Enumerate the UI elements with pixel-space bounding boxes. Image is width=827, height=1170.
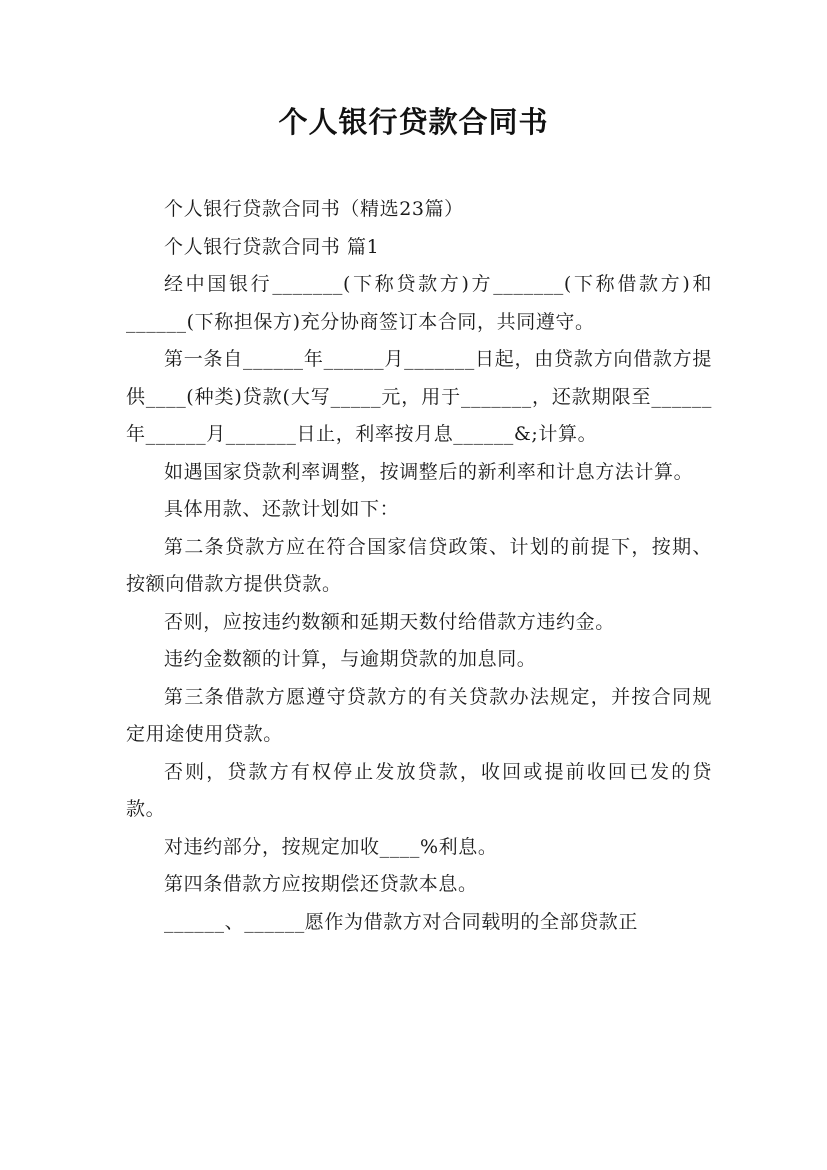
paragraph-subtitle: 个人银行贷款合同书（精选23篇） [164,198,464,220]
paragraph: 如遇国家贷款利率调整，按调整后的新利率和计息方法计算。 [164,460,694,483]
paragraph: 否则，贷款方有权停止发放贷款，收回或提前收回已发的贷款。 [126,760,712,820]
paragraph: 违约金数额的计算，与逾期贷款的加息同。 [164,648,537,670]
paragraph-section-heading: 个人银行贷款合同书 篇1 [164,235,380,258]
document-title: 个人银行贷款合同书 [278,105,549,139]
paragraph-article-2: 第二条贷款方应在符合国家信贷政策、计划的前提下，按期、按额向借款方提供贷款。 [126,535,712,595]
paragraph: ______、______愿作为借款方对合同载明的全部贷款正 [164,910,639,933]
paragraph-article-4: 第四条借款方应按期偿还贷款本息。 [164,873,478,895]
paragraph: 具体用款、还款计划如下： [164,498,400,520]
paragraph: 经中国银行_______(下称贷款方)方_______(下称借款方)和______(下称担保方)充分协商签订本合同，共同遵守。 [126,273,712,333]
paragraph: 对违约部分，按规定加收____%利息。 [164,835,498,858]
paragraph: 否则，应按违约数额和延期天数付给借款方违约金。 [164,610,615,633]
document-body [126,191,712,941]
paragraph-article-3: 第三条借款方愿遵守贷款方的有关贷款办法规定，并按合同规定用途使用贷款。 [126,685,712,745]
paragraph-article-1: 第一条自______年______月_______日起，由贷款方向借款方提供____(种类)贷款(大写_____元，用于_______，还款期限至______年______月_______日止，利率按月息______&;计算。 [126,348,712,445]
